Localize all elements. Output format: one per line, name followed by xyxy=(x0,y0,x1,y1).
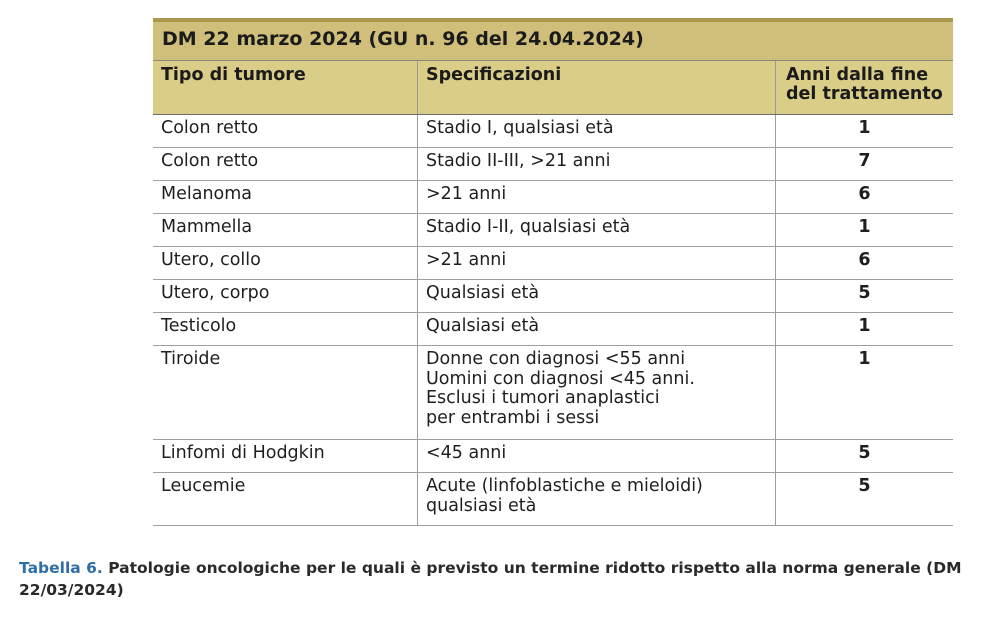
header-specificazioni: Specificazioni xyxy=(417,61,775,114)
table-row xyxy=(153,148,953,181)
cell-anni: 5 xyxy=(775,440,953,472)
table-title: DM 22 marzo 2024 (GU n. 96 del 24.04.2024) xyxy=(153,18,953,60)
cell-spec: Stadio I-II, qualsiasi età xyxy=(417,214,775,246)
cell-tipo: Linfomi di Hodgkin xyxy=(161,443,325,463)
cell-anni: 1 xyxy=(775,214,953,246)
table-row xyxy=(153,214,953,247)
cell-tipo: Tiroide xyxy=(161,349,221,369)
cell-spec: >21 anni xyxy=(417,181,775,213)
table-row xyxy=(153,115,953,148)
table-row xyxy=(153,346,953,440)
table-caption xyxy=(19,557,979,601)
cell-anni: 7 xyxy=(775,148,953,180)
cell-tipo: Colon retto xyxy=(161,151,259,171)
cell-anni: 6 xyxy=(775,181,953,213)
cell-anni: 5 xyxy=(775,473,953,525)
caption-text: Patologie oncologiche per le quali è previsto un termine ridotto rispetto alla norma generale (DM 22/03/2024) xyxy=(19,559,962,599)
cell-spec: <45 anni xyxy=(417,440,775,472)
table-row xyxy=(153,280,953,313)
table-row xyxy=(153,440,953,473)
cell-anni: 1 xyxy=(775,346,953,439)
table-row xyxy=(153,247,953,280)
caption-label: Tabella 6. xyxy=(19,559,103,577)
cell-spec: Acute (linfoblastiche e mieloidi) qualsiasi età xyxy=(417,473,775,525)
cell-anni: 5 xyxy=(775,280,953,312)
cell-spec: Qualsiasi età xyxy=(417,280,775,312)
cell-spec: Qualsiasi età xyxy=(417,313,775,345)
header-tipo-di-tumore: Tipo di tumore xyxy=(161,65,306,85)
cell-spec: Stadio II-III, >21 anni xyxy=(417,148,775,180)
cell-tipo: Colon retto xyxy=(161,118,259,138)
oncology-table xyxy=(153,18,953,526)
cell-tipo: Melanoma xyxy=(161,184,253,204)
cell-spec: >21 anni xyxy=(417,247,775,279)
cell-tipo: Mammella xyxy=(161,217,253,237)
cell-spec: Donne con diagnosi <55 anni Uomini con diagnosi <45 anni. Esclusi i tumori anaplastici per entrambi i sessi xyxy=(417,346,775,439)
cell-tipo: Utero, collo xyxy=(161,250,261,270)
cell-anni: 6 xyxy=(775,247,953,279)
cell-tipo: Utero, corpo xyxy=(161,283,270,303)
table-header-row xyxy=(153,60,953,115)
cell-anni: 1 xyxy=(775,115,953,147)
cell-tipo: Leucemie xyxy=(161,476,246,496)
table-row xyxy=(153,181,953,214)
header-anni-dalla-fine: Anni dalla fine del trattamento xyxy=(775,61,953,114)
cell-anni: 1 xyxy=(775,313,953,345)
cell-spec: Stadio I, qualsiasi età xyxy=(417,115,775,147)
table-row xyxy=(153,473,953,526)
cell-tipo: Testicolo xyxy=(161,316,237,336)
table-row xyxy=(153,313,953,346)
